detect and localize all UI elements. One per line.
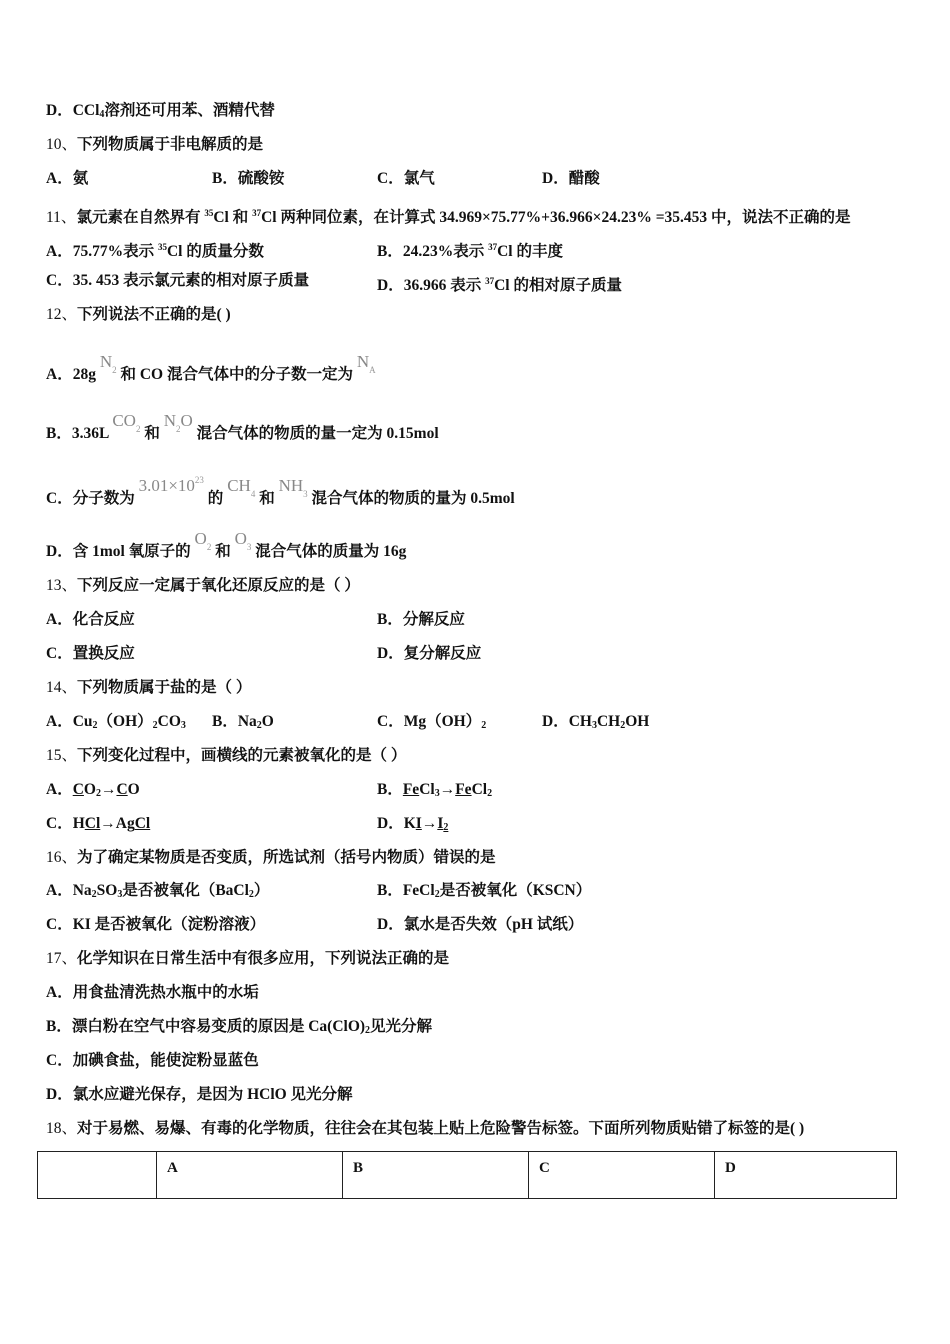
option-line <box>0 347 950 383</box>
text-segment: I <box>415 815 422 832</box>
answer-option <box>46 1080 353 1110</box>
question-number: 12、 <box>46 306 78 323</box>
text-segment: 下列说法不正确的是( ) <box>77 306 231 323</box>
answer-option <box>46 775 140 809</box>
answer-option <box>46 164 88 194</box>
label-table <box>37 1151 897 1199</box>
answer-option <box>46 232 264 267</box>
text-segment: B．3.36L <box>46 425 113 442</box>
text-segment: 化学知识在日常生活中有很多应用，下列说法正确的是 <box>77 950 450 967</box>
answer-option <box>46 465 515 514</box>
text-segment: D．36.966 表示 <box>377 277 486 294</box>
answer-option <box>46 876 269 910</box>
answer-option <box>377 164 435 194</box>
text-segment: D． <box>46 102 73 119</box>
text-segment: 37 <box>488 242 498 252</box>
answer-option <box>542 164 600 194</box>
text-segment: D．K <box>377 815 416 832</box>
question-text <box>46 944 449 974</box>
answer-option <box>46 524 406 567</box>
answer-option <box>46 406 439 449</box>
question-stem <box>0 843 950 873</box>
question-number: 16、 <box>46 849 78 866</box>
text-segment: C．Mg（OH） <box>377 713 482 730</box>
answer-option <box>377 232 563 267</box>
answer-option <box>542 707 649 741</box>
text-segment: D．醋酸 <box>542 170 600 187</box>
text-segment: A．用食盐清洗热水瓶中的水垢 <box>46 984 259 1001</box>
text-segment: 2 <box>92 720 98 731</box>
text-segment: 和 <box>140 425 164 442</box>
option-line <box>0 164 950 194</box>
text-segment: CO <box>112 411 136 430</box>
text-segment: O <box>261 713 274 730</box>
question-text <box>46 198 851 233</box>
text-segment: O <box>234 529 247 548</box>
text-segment: 2 <box>176 424 181 434</box>
text-segment: Cl <box>84 815 101 832</box>
text-segment: CH <box>596 713 621 730</box>
answer-option <box>46 347 376 390</box>
option-line <box>0 1080 950 1110</box>
text-segment: A．Cu <box>46 713 93 730</box>
question-stem <box>0 130 950 160</box>
text-segment: 2 <box>365 1025 371 1036</box>
option-line <box>0 876 950 906</box>
answer-option <box>46 978 259 1008</box>
answer-option <box>46 809 150 839</box>
option-line <box>0 406 950 442</box>
text-segment: C．加碘食盐，能使淀粉显蓝色 <box>46 1052 259 1069</box>
table-header-d: D <box>715 1152 897 1199</box>
question-number: 17、 <box>46 950 78 967</box>
question-stem <box>0 673 950 703</box>
text-segment: D．CH <box>542 713 592 730</box>
option-line <box>0 96 950 126</box>
text-segment: 氯元素在自然界有 <box>76 209 205 226</box>
text-segment: → <box>439 781 456 798</box>
option-line <box>0 1046 950 1076</box>
question-number: 10、 <box>46 136 78 153</box>
text-segment: 37 <box>252 208 262 218</box>
text-segment: 和 CO 混合气体中的分子数一定为 <box>116 366 357 383</box>
text-segment: 2 <box>487 788 493 799</box>
question-stem <box>0 571 950 601</box>
text-segment: A．28g <box>46 366 100 383</box>
text-segment: 下列物质属于盐的是（ ） <box>77 679 252 696</box>
question-stem <box>0 741 950 771</box>
text-segment: Cl 的相对原子质量 <box>494 277 622 294</box>
text-segment: Cl 和 <box>213 209 253 226</box>
text-segment: O <box>127 781 140 798</box>
text-segment: B．硫酸铵 <box>212 170 285 187</box>
answer-option <box>46 266 309 296</box>
text-segment: CCl <box>72 102 100 119</box>
text-segment: 对于易燃、易爆、有毒的化学物质，往往会在其包装上贴上危险警告标签。下面所列物质贴错了标签的是( ) <box>77 1120 805 1137</box>
answer-option <box>377 876 591 910</box>
question-stem <box>0 1114 950 1144</box>
text-segment: 2 <box>443 822 449 833</box>
text-segment: C．分子数为 <box>46 490 139 507</box>
answer-option <box>377 605 465 635</box>
text-segment: 混合气体的质量为 16g <box>251 543 407 560</box>
question-number: 15、 <box>46 747 78 764</box>
text-segment: B．漂白粉在空气中容易变质的原因是 Ca(ClO) <box>46 1018 366 1035</box>
text-segment: 3.01×10 <box>138 476 195 495</box>
text-segment: 2 <box>95 788 101 799</box>
text-segment: 3 <box>303 489 308 499</box>
option-line <box>0 605 950 635</box>
answer-option <box>377 809 448 843</box>
answer-option <box>377 707 486 741</box>
text-segment: N <box>99 352 113 371</box>
question-text <box>46 300 231 330</box>
answer-option <box>46 910 265 940</box>
question-number: 14、 <box>46 679 78 696</box>
text-segment: C <box>72 781 84 798</box>
answer-option <box>212 164 284 194</box>
question-stem <box>0 300 950 330</box>
answer-option <box>46 707 186 741</box>
text-segment: 2 <box>620 720 626 731</box>
answer-option <box>46 96 275 130</box>
text-segment: N <box>163 411 176 430</box>
table-row <box>38 1152 897 1199</box>
text-segment: D．氯水应避光保存，是因为 HClO 见光分解 <box>46 1086 353 1103</box>
text-segment: 混合气体的物质的量为 0.5mol <box>307 490 515 507</box>
text-segment: CO <box>157 713 181 730</box>
text-segment: C．H <box>46 815 85 832</box>
text-segment: O <box>180 411 193 430</box>
text-segment: D．复分解反应 <box>377 645 482 662</box>
text-segment: 23 <box>194 475 204 485</box>
table-header-a: A <box>157 1152 343 1199</box>
text-segment: A <box>369 365 376 375</box>
answer-option <box>46 639 135 669</box>
text-segment: 3 <box>180 720 186 731</box>
option-line <box>0 809 950 839</box>
option-line <box>0 775 950 805</box>
text-segment: 2 <box>256 720 262 731</box>
text-segment: 混合气体的物质的量一定为 0.15mol <box>192 425 439 442</box>
table-header-c: C <box>529 1152 715 1199</box>
text-segment: 下列变化过程中，画横线的元素被氧化的是（ ） <box>77 747 407 764</box>
text-segment: C．35. 453 表示氯元素的相对原子质量 <box>46 272 310 289</box>
text-segment: 2 <box>152 720 158 731</box>
answer-option <box>46 1046 259 1076</box>
answer-option <box>212 707 274 741</box>
question-text <box>46 843 496 873</box>
option-line <box>0 707 950 737</box>
option-line <box>0 524 950 560</box>
option-line <box>0 910 950 940</box>
text-segment: B．FeCl <box>377 882 435 899</box>
text-segment: 和 <box>255 490 279 507</box>
option-line <box>0 266 950 296</box>
text-segment: C．KI 是否被氧化（淀粉溶液） <box>46 916 266 933</box>
text-segment: Cl <box>419 781 435 798</box>
text-segment: 和 <box>211 543 235 560</box>
text-segment: 2 <box>481 720 487 731</box>
text-segment: A．Na <box>46 882 92 899</box>
text-segment: I <box>437 815 444 832</box>
text-segment: 的 <box>203 490 228 507</box>
text-segment: 4 <box>250 489 256 499</box>
text-segment: →Ag <box>100 815 135 832</box>
text-segment: 2 <box>112 365 117 375</box>
question-stem <box>0 198 950 228</box>
text-segment: D．氯水是否失效（pH 试纸） <box>377 916 584 933</box>
text-segment: 是否被氧化（BaCl <box>122 882 249 899</box>
question-text <box>46 741 406 771</box>
option-line <box>0 465 950 507</box>
text-segment: 溶剂还可用苯、酒精代替 <box>104 102 275 119</box>
text-segment: 2 <box>91 889 97 900</box>
text-segment: B． <box>377 781 403 798</box>
text-segment: OH <box>625 713 650 730</box>
text-segment: A．氨 <box>46 170 89 187</box>
answer-option <box>377 266 622 301</box>
text-segment: CH <box>227 476 251 495</box>
text-segment: 3 <box>434 788 440 799</box>
text-segment: Cl 的丰度 <box>497 243 563 260</box>
text-segment: Cl <box>471 781 488 798</box>
table-header-b: B <box>343 1152 529 1199</box>
answer-option <box>377 639 481 669</box>
question-text <box>46 673 251 703</box>
question-text <box>46 130 263 160</box>
text-segment: C．置换反应 <box>46 645 135 662</box>
text-segment: NH <box>278 476 304 495</box>
question-stem <box>0 944 950 974</box>
text-segment: 下列反应一定属于氧化还原反应的是（ ） <box>77 577 360 594</box>
question-number: 18、 <box>46 1120 78 1137</box>
text-segment: 35 <box>204 208 214 218</box>
text-segment: 37 <box>485 276 495 286</box>
answer-option <box>46 605 135 635</box>
text-segment: 是否被氧化（KSCN） <box>439 882 592 899</box>
text-segment: → <box>100 781 117 798</box>
text-segment: B．分解反应 <box>377 611 465 628</box>
text-segment: Cl 的质量分数 <box>166 243 264 260</box>
text-segment: O <box>83 781 96 798</box>
text-segment: 4 <box>99 109 105 120</box>
question-number: 11、 <box>46 209 77 226</box>
text-segment: C <box>116 781 128 798</box>
option-line <box>0 978 950 1008</box>
option-line <box>0 639 950 669</box>
text-segment: 下列物质属于非电解质的是 <box>77 136 264 153</box>
answer-option <box>377 775 492 809</box>
text-segment: A． <box>46 781 73 798</box>
text-segment: 35 <box>157 242 167 252</box>
text-segment: 3 <box>246 542 252 552</box>
answer-option <box>377 910 583 940</box>
text-segment: A．化合反应 <box>46 611 135 628</box>
table-cell-blank <box>38 1152 157 1199</box>
text-segment: A．75.77%表示 <box>46 243 158 260</box>
text-segment: 见光分解 <box>370 1018 433 1035</box>
text-segment: B．24.23%表示 <box>377 243 489 260</box>
text-segment: 3 <box>117 889 123 900</box>
text-segment: B．Na <box>212 713 257 730</box>
text-segment: D．含 1mol 氧原子的 <box>46 543 195 560</box>
text-segment: → <box>421 815 438 832</box>
question-text <box>46 571 360 601</box>
text-segment: Fe <box>455 781 472 798</box>
text-segment: Cl 两种同位素，在计算式 34.969×75.77%+36.966×24.23% =35.453 中，说法不正确的是 <box>261 209 851 226</box>
text-segment: 2 <box>135 424 141 434</box>
option-line <box>0 1012 950 1042</box>
text-segment: 为了确定某物质是否变质，所选试剂（括号内物质）错误的是 <box>77 849 496 866</box>
text-segment: C．氯气 <box>377 170 435 187</box>
question-number: 13、 <box>46 577 78 594</box>
text-segment: 2 <box>206 542 212 552</box>
answer-option <box>46 1012 432 1046</box>
text-segment: SO <box>96 882 118 899</box>
text-segment: 2 <box>434 889 440 900</box>
text-segment: 2 <box>248 889 254 900</box>
text-segment: N <box>356 352 370 371</box>
option-line <box>0 232 950 262</box>
text-segment: ） <box>253 882 270 899</box>
text-segment: Fe <box>402 781 420 798</box>
text-segment: 3 <box>591 720 597 731</box>
question-text <box>46 1114 804 1144</box>
text-segment: O <box>194 529 207 548</box>
text-segment: Cl <box>134 815 151 832</box>
text-segment: （OH） <box>97 713 153 730</box>
